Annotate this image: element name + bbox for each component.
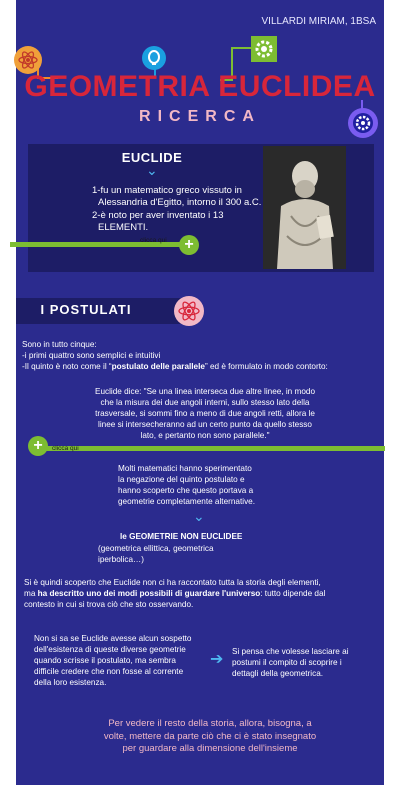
gear-icon bbox=[251, 36, 277, 62]
scoperta-text: Si è quindi scoperto che Euclide non ci ha raccontato tutta la storia degli elementi, ma ha descritto uno dei modi possibili di guardare l'universo: tutto dipende dal contesto in cui si trova ciò che sto osservando. bbox=[24, 578, 326, 609]
euclide-statue-image bbox=[263, 146, 346, 269]
euclide-line: 2-è noto per aver inventato i 13 bbox=[92, 210, 224, 221]
postulati-heading: I POSTULATI bbox=[40, 302, 132, 317]
arrow-down-icon: ⌄ bbox=[193, 508, 205, 524]
clicca-qui-link[interactable]: clicca qui bbox=[52, 445, 79, 452]
euclide-heading: EUCLIDE bbox=[121, 150, 183, 165]
lightbulb-icon bbox=[142, 46, 166, 70]
conclusione-text: Per vedere il resto della storia, allora, bisogna, a volte, mettere da parte ciò che ci è stato insegnato per guardare alla dimensione dell'insieme bbox=[103, 718, 317, 754]
green-connector bbox=[30, 446, 385, 451]
sospetto-text: Non si sa se Euclide avesse alcun sospetto dell'esistenza di queste diverse geometrie quando scrisse il postulato, ma sembra difficile credere che non fosse al corrente della loro esistenza. bbox=[34, 634, 192, 687]
euclide-line: ELEMENTI. bbox=[98, 222, 149, 233]
arrow-right-icon: ➔ bbox=[210, 651, 224, 668]
arrow-down-icon: ⌄ bbox=[146, 162, 158, 178]
postulati-intro: -Il quinto è noto come il “postulato delle parallele” ed è formulato in modo contorto: bbox=[22, 362, 328, 371]
non-euclidee-heading: le GEOMETRIE NON EUCLIDEE bbox=[120, 532, 243, 541]
postulati-intro: Sono in tutto cinque: bbox=[22, 340, 97, 349]
plus-icon[interactable]: + bbox=[28, 436, 48, 456]
page-title: GEOMETRIA EUCLIDEA bbox=[24, 70, 376, 103]
matematici-text: Molti matematici hanno sperimentato la negazione del quinto postulato e hanno scoperto che questo portava a geometrie completamente alternative. bbox=[118, 464, 255, 506]
compito-text: Si pensa che volesse lasciare ai postumi il compito di scoprire i dettagli della geometrica. bbox=[232, 647, 349, 678]
author-label: VILLARDI MIRIAM, 1BSA bbox=[261, 16, 376, 27]
euclide-line: Alessandria d'Egitto, intorno il 300 a.C. bbox=[98, 197, 262, 208]
atom-icon bbox=[174, 296, 204, 326]
euclide-quote: Euclide dice: "Se una linea interseca due altre linee, in modo che la misura dei due angoli interni, sullo stesso lato della trasversale, si sommi fino a meno di due angoli retti, allora le linee si intersecheranno ad un certo punto da quello stesso lato, e pertanto non sono parallele." bbox=[94, 387, 315, 440]
clicca-qui-link[interactable]: clicca qui bbox=[140, 237, 167, 244]
postulati-intro: -i primi quattro sono semplici e intuitivi bbox=[22, 351, 161, 360]
non-euclidee-text: (geometrica ellittica, geometrica iperbolica…) bbox=[98, 544, 214, 564]
page-subtitle: RICERCA bbox=[139, 108, 261, 125]
euclide-line: 1-fu un matematico greco vissuto in bbox=[92, 185, 242, 196]
plus-icon[interactable]: + bbox=[179, 235, 199, 255]
